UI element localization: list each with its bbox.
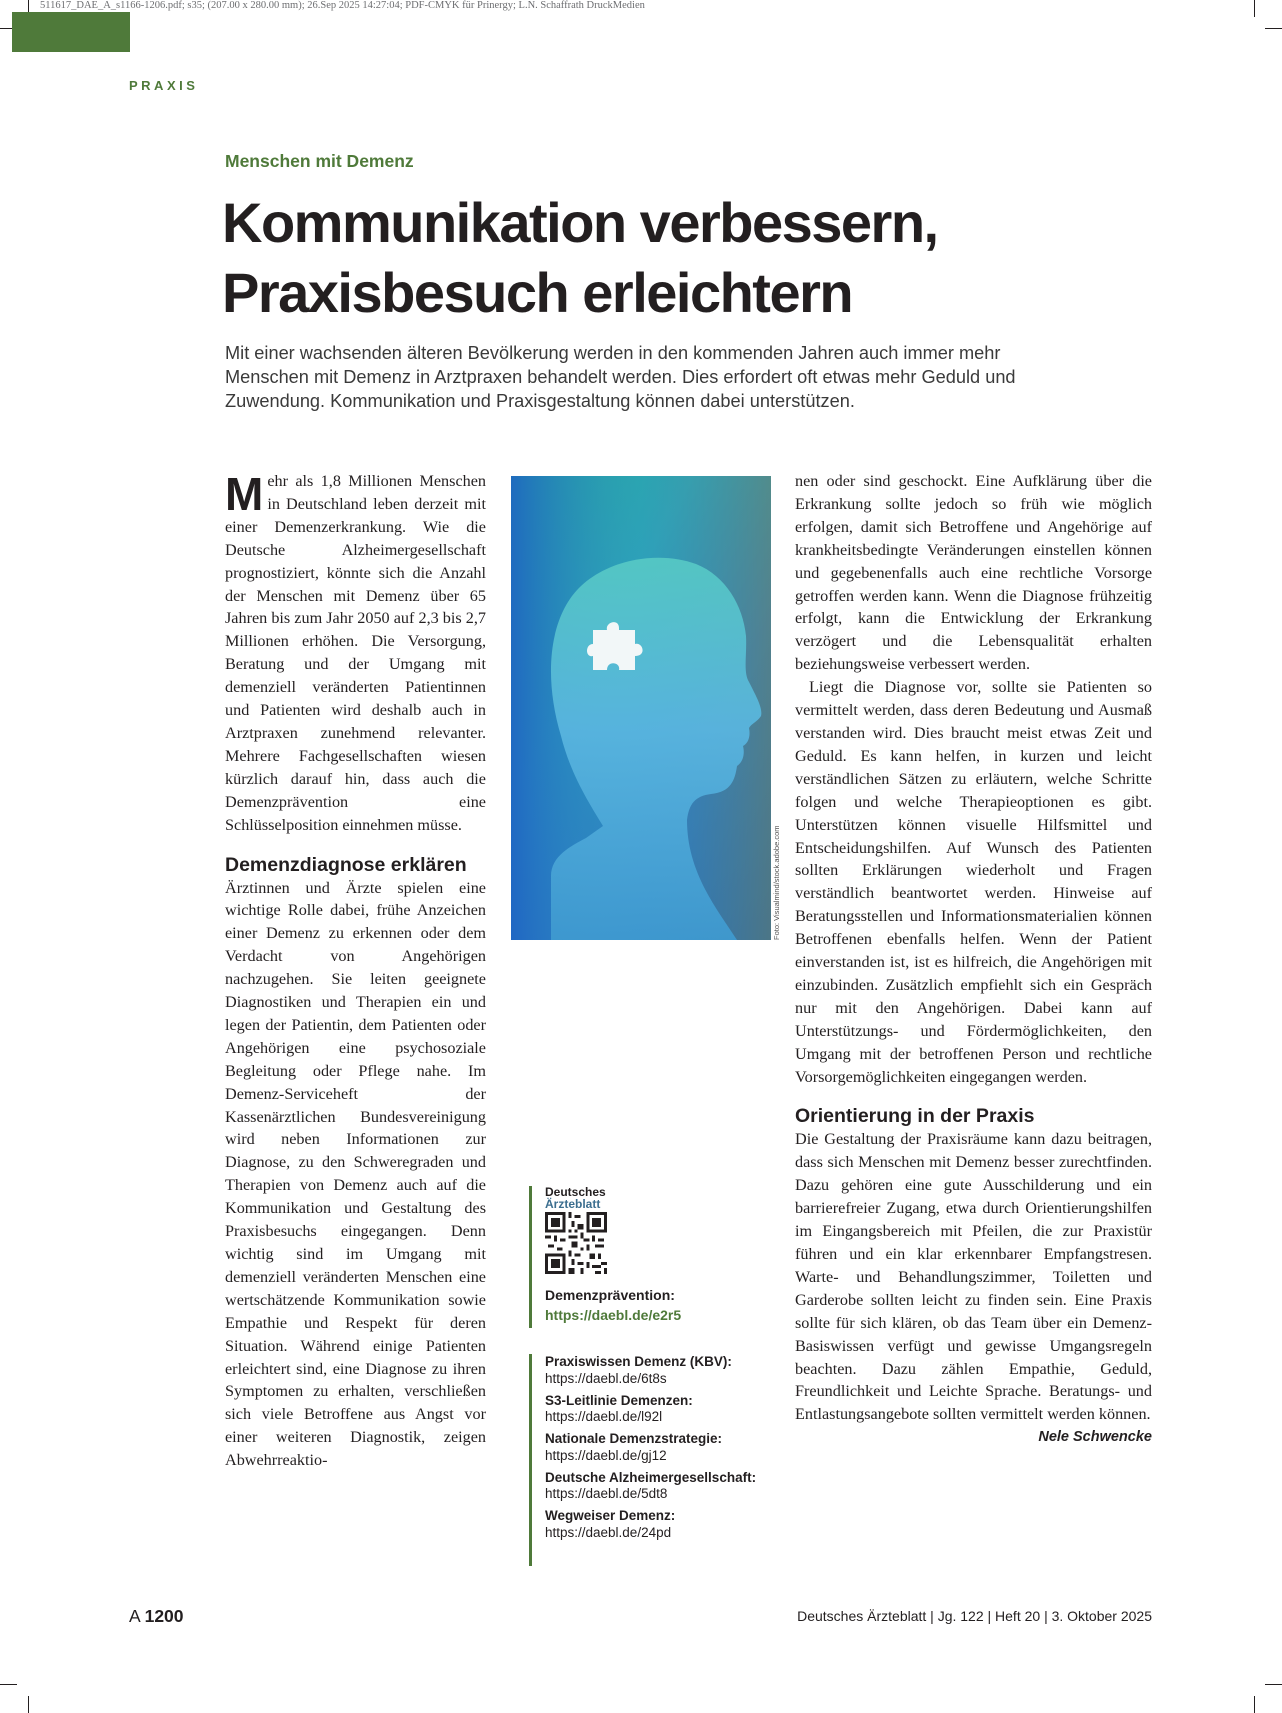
drop-cap: M [225,468,264,520]
paragraph-3: Liegt die Diagnose vor, sollte sie Patienten so vermittelt werden, dass deren Bedeutung und Ausmaß verstanden wird. Dies braucht meist etwas Zeit und Geduld. Es kann helfen, in kurzen und leicht verständlichen Sätzen zu erläutern, welche Schritte folgen und welche Therapieoptionen es gibt. Unterstützen können visuelle Hilfsmittel und Entscheidungshilfen. Auf Wunsch des Patienten sollten Erklärungen wiederholt und Fragen verständlich beantwortet werden. Hinweise auf Beratungsstellen und Informationsmaterialien können Betroffenen ebenfalls helfen. Wenn der Patient einverstanden ist, ist es hilfreich, die Angehörigen mit einzubinden. Zusätzlich empfiehlt sich ein Gespräch nur mit den Angehörigen. Dabei kann auf Unterstützungs- und Fördermöglichkeiten, den Umgang mit der betroffenen Person und rechtliche Vorsorgemöglichkeiten eingegangen werden. [795,678,1152,1086]
link-label: Deutsche Alzheimergesellschaft: [545,1469,757,1485]
link-label: Nationale Demenzstrategie: [545,1431,723,1446]
paragraph-2-part-1: Ärztinnen und Ärzte spielen eine wichtige Rolle dabei, frühe Anzeichen einer Demenz zu erkennen oder dem Verdacht von Angehörigen nachzugehen. Sie leiten geeignete Diagnostiken und Therapien ein und legen der Patientin, dem Patienten oder Angehörigen eine psychosoziale Begleitung oder Pflege nahe. Im Demenz-Serviceheft der Kassenärztlichen Bundesvereinigung wird neben Informationen zur Diagnose, zu den Schweregraden und Therapien von Demenz auch auf die Kommunikation und Gestaltung des Praxisbesuchs eingegangen. Denn wichtig sind im Umgang mit demenziell veränderten Menschen eine wertschätzende Kommunikation sowie Empathie und Respekt für deren Situation. Während einige Patienten erleichtert sind, eine Diagnose zu ihren Symptomen zu erhalten, verschließen sich viele Betroffene aus Angst vor einer weiteren Diagnostik, zeigen Abwehrreaktio- [225,878,486,1470]
link-item-demenzstrategie [545,1431,759,1464]
article-column-3 [795,470,1152,1449]
section-color-tab [12,12,130,52]
crop-mark-bottom-right-h [1265,1684,1282,1685]
subheading-orientierung: Orientierung in der Praxis [795,1105,1035,1128]
article-kicker: Menschen mit Demenz [225,151,414,171]
subheading-demenzdiagnose: Demenzdiagnose erklären [225,853,467,876]
crop-mark-top-right-v [1254,0,1255,17]
section-label: PRAXIS [129,78,199,93]
link-label: Wegweiser Demenz: [545,1508,676,1523]
page-folio [129,1606,184,1627]
folio-number: 1200 [144,1606,184,1626]
link-url[interactable]: https://daebl.de/6t8s [545,1370,667,1386]
crop-mark-bottom-left-v [28,1696,29,1713]
brand-name-line-1: Deutsches [545,1185,606,1199]
headline-line-1: Kommunikation verbessern, [222,191,938,254]
photo-credit: Foto: Visualmind/stock.adobe.com [772,825,781,940]
link-url[interactable]: https://daebl.de/5dt8 [545,1486,668,1501]
links-info-box [529,1354,759,1566]
link-item-kbv [545,1354,759,1387]
article-column-1 [225,470,486,1472]
link-url[interactable]: https://daebl.de/24pd [545,1524,672,1540]
qr-box-title: Demenzprävention: [545,1287,675,1303]
link-label: Praxiswissen Demenz (KBV): [545,1354,732,1369]
folio-prefix: A [129,1606,140,1626]
link-url[interactable]: https://daebl.de/gj12 [545,1447,667,1463]
article-headline [222,188,1082,328]
brand-name-line-2: Ärzteblatt [545,1197,601,1211]
article-intro: Mit einer wachsenden älteren Bevölkerung werden in den kommenden Jahren auch immer mehr Menschen mit Demenz in Arztpraxen behandelt werden. Dies erfordert oft etwas mehr Geduld und Zuwendung. Kommunikation und Praxisgestaltung können dabei unterstützen. [225,343,1016,411]
link-label: S3-Leitlinie Demenzen: [545,1392,693,1408]
crop-mark-top-right-h [1265,28,1282,29]
author-signature: Nele Schwencke [1038,1429,1152,1446]
qr-code-icon[interactable] [545,1212,607,1274]
paragraph-4-text: Die Gestaltung der Praxisräume kann dazu beitragen, dass sich Menschen mit Demenz besser zurechtfinden. Dazu gehören eine gute Ausschilderung und ein barrierefreier Zugang, etwa durch Orientierungshilfen im Eingangsbereich mit Pfeilen, die zur Praxistür führen und ein klar erkennbarer Empfangstresen. Warte- und Behandlungszimmer, Toiletten und Garderobe sollten leicht zu finden sein. Eine Praxis sollte für sich klären, ob das Team über ein Demenz-Basiswissen verfügt und gewisse Umgangsregeln beachten. Dazu zählen Empathie, Geduld, Freundlichkeit und Leichte Sprache. Beratungs- und Entlastungsangebote sollten vermittelt werden können. [795,1130,1152,1424]
qr-info-box [529,1186,729,1328]
paragraph-1 [225,470,486,837]
link-item-wegweiser [545,1508,759,1541]
link-item-s3-leitlinie [545,1393,759,1426]
print-slug-line: 511617_DAE_A_s1166-1206.pdf; s35; (207.00 x 280.00 mm); 26.Sep 2025 14:27:04; PDF-CMYK für Prinergy; L.N. Schaffrath DruckMedien [40,0,645,11]
paragraph-2-part-2: nen oder sind geschockt. Eine Aufklärung über die Erkrankung sollte jedoch so früh wie möglich erfolgen, damit sich Betroffene und Angehörige auf krankheitsbedingte Veränderungen einstellen können und gegebenenfalls auch eine rechtliche Vorsorge getroffen werden kann. Wenn die Diagnose frühzeitig erfolgt, kann die Entwicklung der Erkrankung verzögert und die Lebensqualität erhalten beziehungsweise verbessert werden. [795,472,1152,674]
crop-mark-bottom-left-h [0,1684,17,1685]
crop-mark-bottom-right-v [1254,1696,1255,1713]
head-puzzle-illustration [511,476,771,940]
qr-box-link[interactable]: https://daebl.de/e2r5 [545,1307,682,1323]
paragraph-1-text: ehr als 1,8 Millionen Menschen in Deutschland leben derzeit mit einer Demenzerkrankung. Wie die Deutsche Alzheimergesellschaft prognostiziert, könnte sich die Anzahl der Menschen mit Demenz über 65 Jahren bis zum Jahr 2050 auf 2,3 bis 2,7 Millionen erhöhen. Die Versorgung, Beratung und der Umgang mit demenziell veränderten Patientinnen und Patienten wird deshalb auch in Arztpraxen zunehmend relevanter. Mehrere Fachgesellschaften wiesen kürzlich darauf hin, dass auch die Demenzprävention eine Schlüsselposition einnehmen müsse. [225,472,486,834]
link-item-alzheimergesellschaft [545,1470,759,1503]
paragraph-4 [795,1128,1152,1446]
link-url[interactable]: https://daebl.de/l92l [545,1409,663,1424]
headline-line-2: Praxisbesuch erleichtern [222,261,853,324]
article-photo [511,476,771,940]
journal-citation: Deutsches Ärzteblatt | Jg. 122 | Heft 20 | 3. Oktober 2025 [797,1608,1152,1624]
